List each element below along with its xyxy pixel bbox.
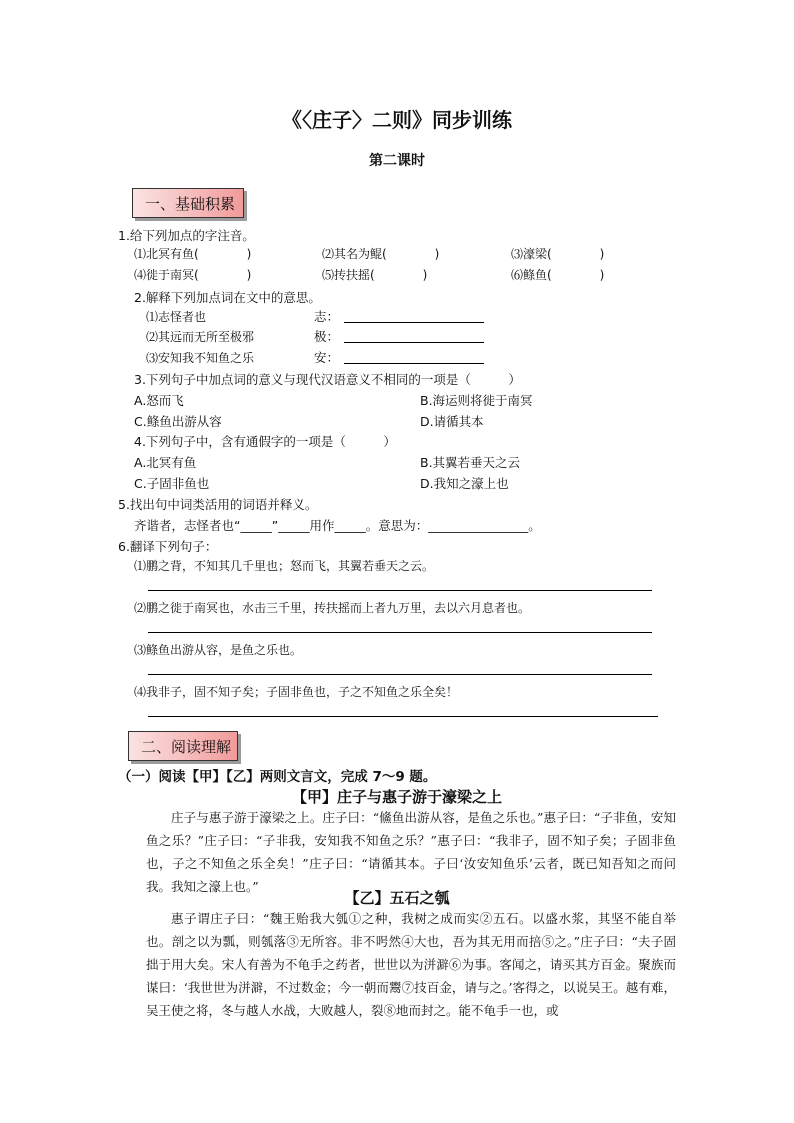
passage-yi-text — [146, 907, 676, 1022]
question-5-stem: 5.找出句中词类活用的词语并释义。 — [118, 497, 318, 512]
q6-item: ⑶鲦鱼出游从容，是鱼之乐也。 — [134, 643, 303, 657]
answer-blank-line — [148, 632, 652, 633]
q6-item: ⑷我非子，固不知子矣；子固非鱼也，子之不知鱼之乐全矣！ — [134, 685, 459, 699]
q3-option: A.怒而飞 — [134, 393, 184, 408]
section-banner-reading — [128, 731, 238, 761]
q2-item: ⑶安知我不知鱼之乐 — [146, 351, 255, 365]
passage-jia-title: 【甲】庄子与惠子游于濠梁之上 — [291, 788, 502, 806]
passage-yi-body: 惠子谓庄子曰：“魏王贻我大瓠①之种，我树之成而实②五石。以盛水浆，其坚不能自举也。剖之以为瓢，则瓠落③无所容。非不呺然④大也，吾为其无用而掊⑤之。”庄子曰：“夫子固拙于用大矣。宋人有善为不龟手之药者，世世以为洴澼⑥为事。客闻之，请买其方百金。聚族而谋曰：‘我世世为洴澼，不过数金；今一朝而鬻⑦技百金，请与之。’客得之，以说吴王。越有难，吴王使之将，冬与越人水战，大败越人，裂⑧地而封之。能不龟手一也，或 — [146, 911, 676, 1018]
q4-option: A.北冥有鱼 — [134, 455, 197, 470]
answer-blank-line — [344, 322, 484, 323]
section-banner-label: 二、阅读理解 — [141, 738, 232, 756]
q4-option: D.我知之濠上也 — [420, 476, 509, 491]
answer-blank-line — [344, 363, 484, 364]
q6-item: ⑴鹏之背，不知其几千里也；怒而飞，其翼若垂天之云。 — [134, 559, 435, 573]
q4-option: B.其翼若垂天之云 — [420, 455, 521, 470]
section-banner-label: 一、基础积累 — [145, 195, 236, 213]
q5-answer-line: 齐谐者，志怪者也“_____”_____用作_____。意思为：________________。 — [134, 518, 541, 533]
question-4-stem: 4.下列句子中，含有通假字的一项是（ ） — [134, 434, 396, 449]
answer-blank-line — [148, 590, 652, 591]
question-2-stem: 2.解释下列加点词在文中的意思。 — [134, 290, 321, 305]
answer-blank-line — [148, 716, 658, 717]
q2-item: ⑴志怪者也 — [146, 310, 207, 324]
q1-item: ⑷徙于南冥( ) — [134, 268, 252, 282]
q6-item: ⑵鹏之徙于南冥也，水击三千里，抟扶摇而上者九万里，去以六月息者也。 — [134, 601, 531, 615]
q2-label: 安： — [314, 350, 340, 365]
q3-option: D.请循其本 — [420, 414, 484, 429]
passage-yi-title: 【乙】五石之瓠 — [344, 889, 450, 907]
q4-option: C.子固非鱼也 — [134, 476, 210, 491]
page-subtitle: 第二课时 — [369, 153, 425, 169]
q2-item: ⑵其远而无所至极邪 — [146, 330, 255, 344]
q1-item: ⑸抟扶摇( ) — [322, 268, 428, 282]
question-3-stem: 3.下列句子中加点词的意义与现代汉语意义不相同的一项是（ ） — [134, 372, 521, 387]
q1-item: ⑶濠梁( ) — [511, 247, 605, 261]
q2-label: 极： — [314, 329, 340, 344]
q2-label: 志： — [314, 309, 340, 324]
passage-jia-text — [146, 806, 676, 898]
q3-option: C.鲦鱼出游从容 — [134, 414, 222, 429]
answer-blank-line — [344, 342, 484, 343]
q3-option: B.海运则将徙于南冥 — [420, 393, 533, 408]
question-1-stem: 1.给下列加点的字注音。 — [118, 228, 255, 243]
q1-item: ⑹鲦鱼( ) — [511, 268, 605, 282]
question-6-stem: 6.翻译下列句子： — [118, 539, 218, 554]
q1-item: ⑴北冥有鱼( ) — [134, 247, 252, 261]
reading-intro: （一）阅读【甲】【乙】两则文言文，完成 7～9 题。 — [118, 769, 437, 785]
section-banner-basic — [132, 188, 244, 218]
answer-blank-line — [148, 674, 652, 675]
passage-jia-body: 庄子与惠子游于濠梁之上。庄子曰：“鯈鱼出游从容，是鱼之乐也。”惠子曰：“子非鱼，安知鱼之乐？”庄子曰：“子非我，安知我不知鱼之乐？”惠子曰：“我非子，固不知子矣；子固非鱼也，子之不知鱼之乐全矣！”庄子曰：“请循其本。子曰‘汝安知鱼乐’云者，既已知吾知之而问我。我知之濠上也。” — [146, 810, 676, 894]
page-title: 《〈庄子〉二则》同步训练 — [282, 108, 512, 132]
q1-item: ⑵其名为鲲( ) — [322, 247, 440, 261]
